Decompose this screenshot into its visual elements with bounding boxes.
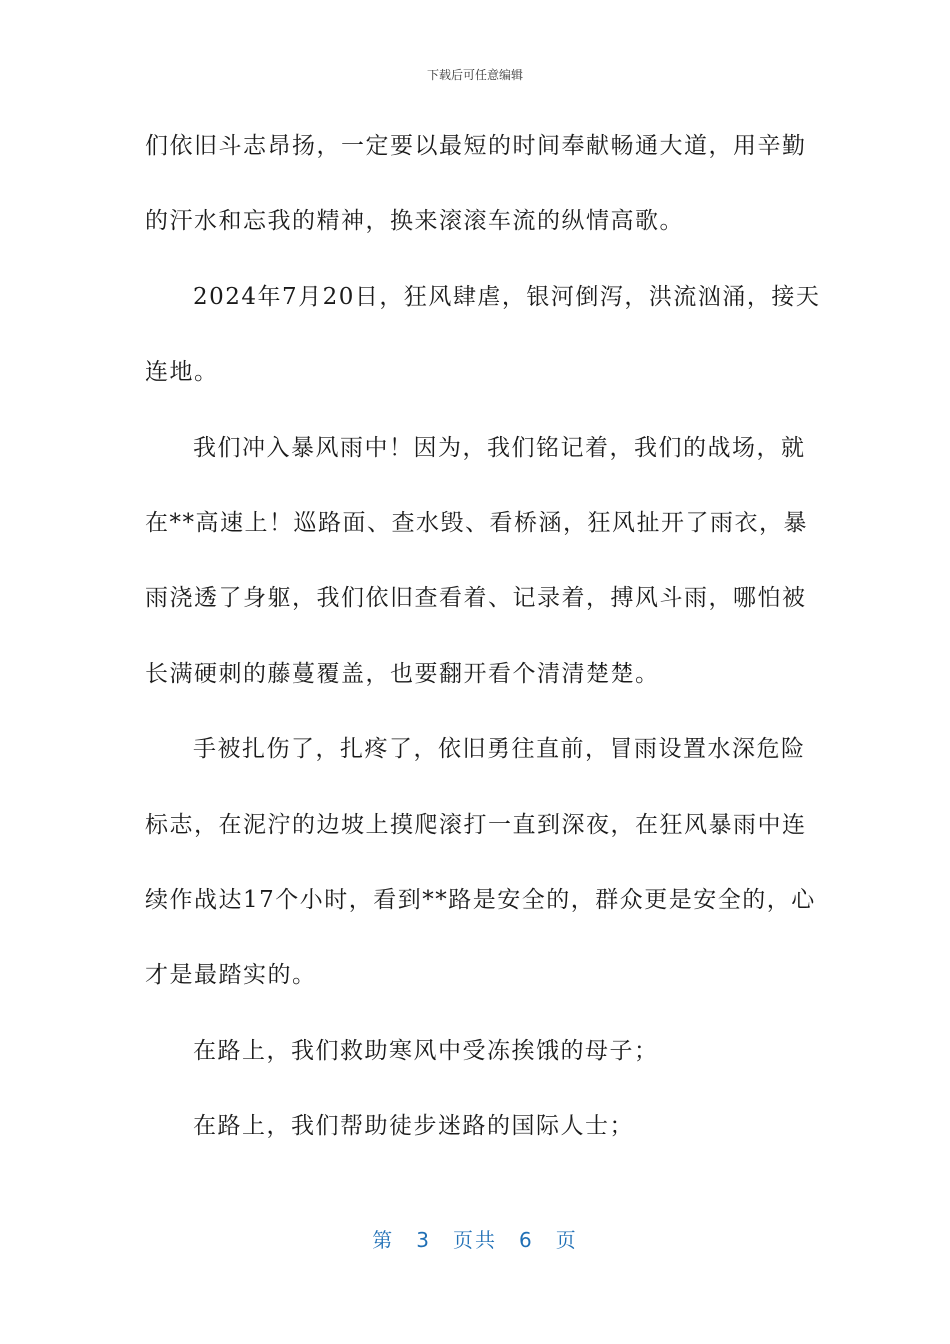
footer-prefix: 第 bbox=[372, 1228, 395, 1252]
text-line-6: 在**高速上！巡路面、查水毁、看桥涵，狂风扯开了雨衣，暴 bbox=[145, 509, 808, 536]
text-line-1: 们依旧斗志昂扬，一定要以最短的时间奉献畅通大道，用辛勤 bbox=[145, 133, 807, 159]
footer-suffix: 页 bbox=[555, 1228, 578, 1252]
text-line-7: 雨浇透了身躯，我们依旧查看着、记录着，搏风斗雨，哪怕被 bbox=[145, 585, 807, 612]
page-header: 下载后可任意编辑 bbox=[426, 68, 523, 82]
text-line-14: 在路上，我们帮助徒步迷路的国际人士； bbox=[193, 1113, 634, 1140]
text-line-4: 连地。 bbox=[145, 359, 219, 386]
footer-middle: 页共 bbox=[453, 1228, 497, 1252]
text-line-8: 长满硬刺的藤蔓覆盖，也要翻开看个清清楚楚。 bbox=[145, 660, 660, 687]
document-body bbox=[145, 118, 821, 1173]
text-line-9: 手被扎伤了，扎疼了，依旧勇往直前，冒雨设置水深危险 bbox=[193, 736, 806, 763]
text-line-13: 在路上，我们救助寒风中受冻挨饿的母子； bbox=[193, 1037, 659, 1064]
text-line-12: 才是最踏实的。 bbox=[145, 962, 317, 989]
text-line-2: 的汗水和忘我的精神，换来滚滚车流的纵情高歌。 bbox=[145, 208, 684, 235]
page-footer bbox=[0, 1224, 950, 1253]
footer-current-page: 3 bbox=[416, 1228, 431, 1252]
text-line-11: 续作战达17个小时，看到**路是安全的，群众更是安全的，心 bbox=[145, 886, 816, 913]
text-line-5: 我们冲入暴风雨中！因为，我们铭记着，我们的战场，就 bbox=[193, 434, 806, 461]
text-line-3: 2024年7月20日，狂风肆虐，银河倒泻，洪流汹涌，接天 bbox=[193, 283, 821, 310]
text-line-10: 标志，在泥泞的边坡上摸爬滚打一直到深夜，在狂风暴雨中连 bbox=[145, 811, 807, 838]
footer-total-pages: 6 bbox=[519, 1228, 534, 1252]
